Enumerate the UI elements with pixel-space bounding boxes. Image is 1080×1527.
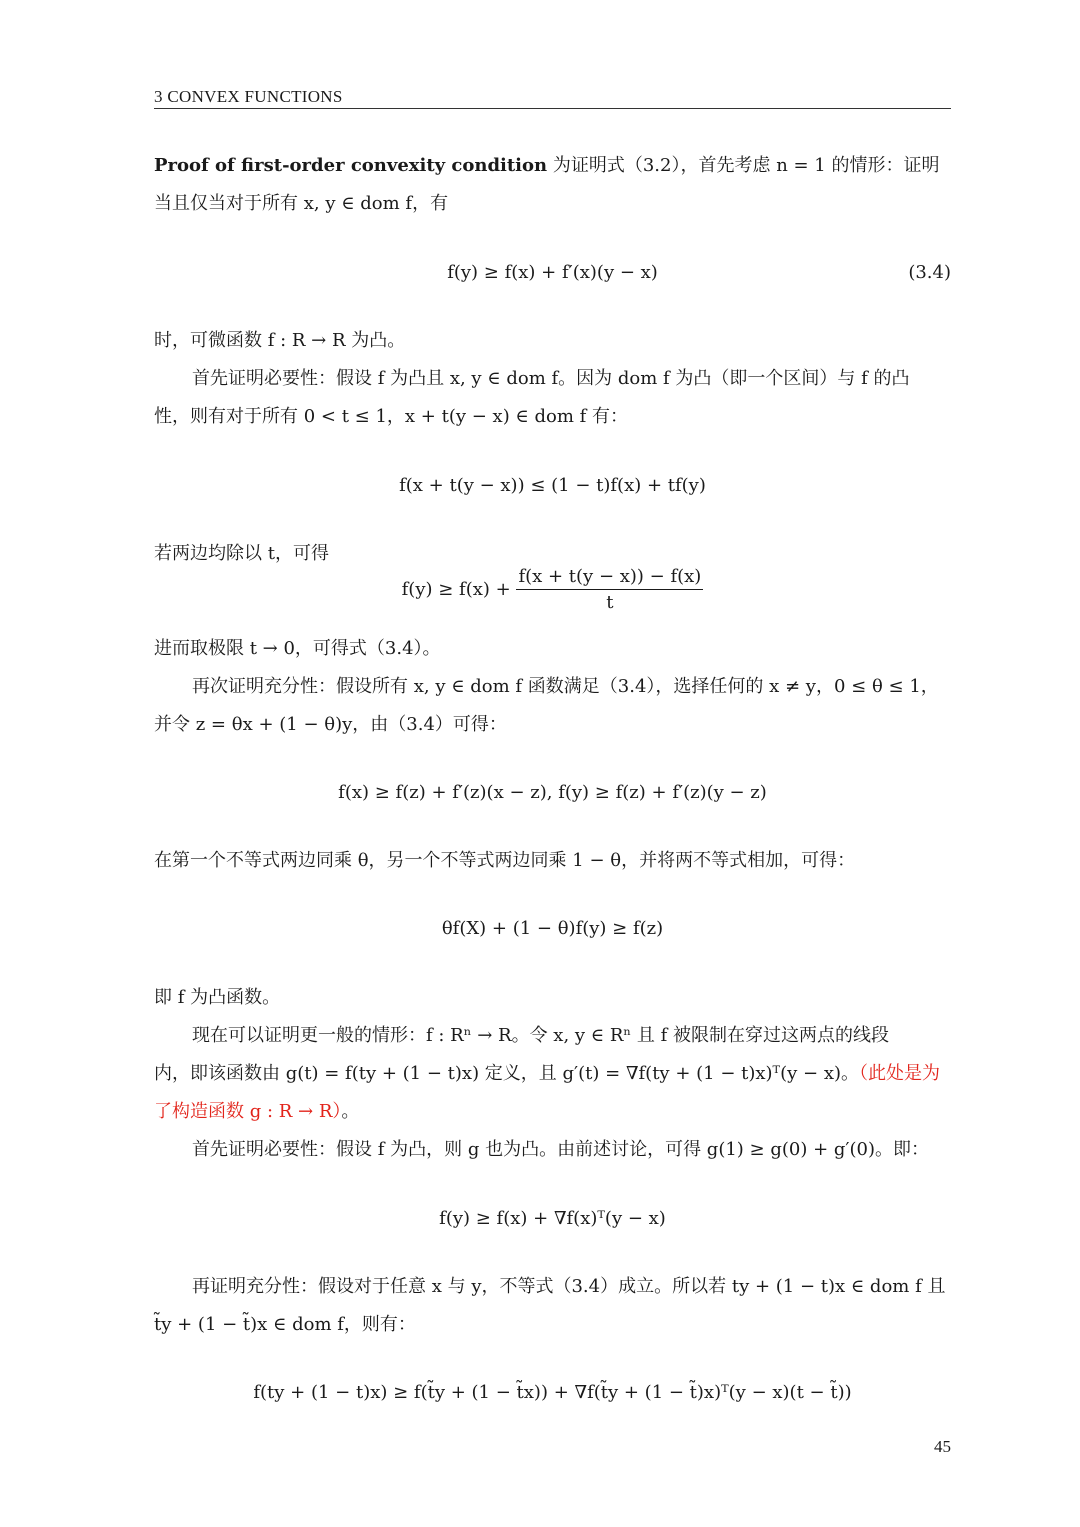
red-annotation-start: （此处是为 [859, 1063, 941, 1084]
equation-convexity: f(x + t(y − x)) ≤ (1 − t)f(x) + tf(y) [399, 475, 706, 496]
fraction-denominator: t [606, 592, 614, 613]
paragraph-11-line-2: t̃y + (1 − t̃)x ∈ dom f，则有： [154, 1314, 416, 1335]
paragraph-7: 在第一个不等式两边同乘 θ，另一个不等式两边同乘 1 − θ，并将两不等式相加，可得： [154, 850, 856, 871]
paragraph-9-line-2 [154, 1061, 951, 1087]
paragraph-3-line-2: 性，则有对于所有 0 < t ≤ 1，x + t(y − x) ∈ dom f 有： [154, 406, 629, 427]
red-annotation-end: 了构造函数 g : R → R） [154, 1101, 342, 1122]
equation-number: (3.4) [908, 262, 951, 283]
equation-3-4: f(y) ≥ f(x) + f′(x)(y − x) [447, 262, 658, 283]
paragraph-3-line-1: 首先证明必要性：假设 f 为凸且 x, y ∈ dom f。因为 dom f 为凸（即一个区间）与 f 的凸 [192, 368, 910, 389]
equation-divided [154, 566, 951, 613]
equation-final: f(ty + (1 − t)x) ≥ f(t̃y + (1 − t̃x)) + ∇f(t̃y + (1 − t̃)x)ᵀ(y − x)(t − t̃)) [253, 1382, 852, 1403]
paragraph-9-line-3 [154, 1099, 951, 1125]
paragraph-1-line-2: 当且仅当对于所有 x, y ∈ dom f，有 [154, 193, 449, 214]
paragraph-6-line-1: 再次证明充分性：假设所有 x, y ∈ dom f 函数满足（3.4），选择任何的 x ≠ y，0 ≤ θ ≤ 1， [192, 676, 939, 697]
paragraph-5: 进而取极限 t → 0，可得式（3.4）。 [154, 638, 441, 659]
paragraph-9-line-3-tail: 。 [341, 1101, 360, 1122]
fraction [516, 566, 703, 613]
equation-pair: f(x) ≥ f(z) + f′(z)(x − z), f(y) ≥ f(z) + f′(z)(y − z) [338, 782, 767, 803]
paragraph-2: 时，可微函数 f : R → R 为凸。 [154, 330, 406, 351]
paragraph-1-text: 为证明式（3.2），首先考虑 n = 1 的情形：证明 [547, 155, 940, 176]
equation-gradient: f(y) ≥ f(x) + ∇f(x)ᵀ(y − x) [439, 1208, 666, 1229]
paragraph-10: 首先证明必要性：假设 f 为凸，则 g 也为凸。由前述讨论，可得 g(1) ≥ g(0) + g′(0)。即： [192, 1139, 929, 1160]
paragraph-6-line-2: 并令 z = θx + (1 − θ)y，由（3.4）可得： [154, 714, 507, 735]
running-title: 3 CONVEX FUNCTIONS [154, 87, 343, 106]
paragraph-9-line-1: 现在可以证明更一般的情形：f : Rⁿ → R。令 x, y ∈ Rⁿ 且 f 被限制在穿过这两点的线段 [192, 1025, 890, 1046]
running-header [154, 86, 951, 109]
page-number: 45 [934, 1437, 951, 1456]
paragraph-11-line-1: 再证明充分性：假设对于任意 x 与 y，不等式（3.4）成立。所以若 ty + (1 − t)x ∈ dom f 且 [192, 1276, 946, 1297]
proof-heading: Proof of first-order convexity condition [154, 155, 548, 176]
equation-divided-lhs: f(y) ≥ f(x) + [401, 579, 517, 600]
paragraph-1-line-1 [154, 153, 951, 179]
fraction-numerator: f(x + t(y − x)) − f(x) [516, 566, 703, 590]
paragraph-8: 即 f 为凸函数。 [154, 987, 281, 1008]
paragraph-9-line-2-text: 内，即该函数由 g(t) = f(ty + (1 − t)x) 定义，且 g′(t) = ∇f(ty + (1 − t)x)ᵀ(y − x)。 [154, 1063, 860, 1084]
paragraph-4: 若两边均除以 t，可得 [154, 543, 329, 564]
equation-sum: θf(X) + (1 − θ)f(y) ≥ f(z) [441, 918, 664, 939]
